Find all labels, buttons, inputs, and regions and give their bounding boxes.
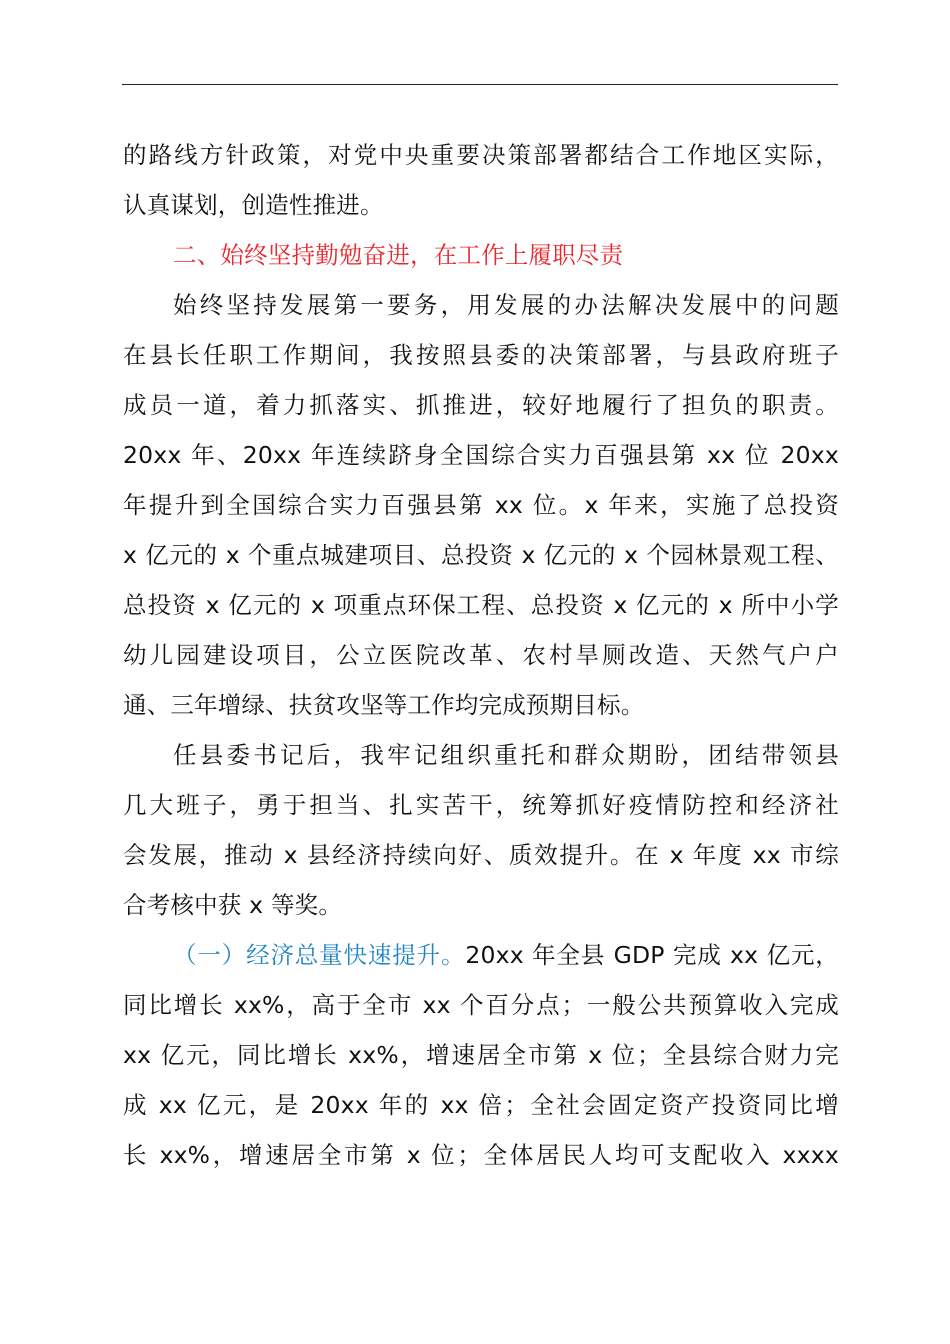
body-line: 成 xx 亿元，是 20xx 年的 xx 倍；全社会固定资产投资同比增 xyxy=(123,1091,839,1119)
section-heading: 二、始终坚持勤勉奋进，在工作上履职尽责 xyxy=(173,241,624,269)
header-rule xyxy=(122,84,838,85)
subsection-heading: （一）经济总量快速提升。 xyxy=(173,941,466,969)
body-line: xx 亿元，同比增长 xx%，增速居全市第 x 位；全县综合财力完 xyxy=(123,1041,839,1069)
body-line: 同比增长 xx%，高于全市 xx 个百分点；一般公共预算收入完成 xyxy=(123,991,839,1019)
body-line: 20xx 年、20xx 年连续跻身全国综合实力百强县第 xx 位 20xx xyxy=(123,441,839,469)
body-line: 幼儿园建设项目，公立医院改革、农村旱厕改造、天然气户户 xyxy=(123,641,839,669)
body-line: 认真谋划，创造性推进。 xyxy=(123,191,384,219)
body-line: 年提升到全国综合实力百强县第 xx 位。x 年来，实施了总投资 xyxy=(123,491,839,519)
body-line: 的路线方针政策，对党中央重要决策部署都结合工作地区实际， xyxy=(123,141,839,169)
body-line: x 亿元的 x 个重点城建项目、总投资 x 亿元的 x 个园林景观工程、 xyxy=(123,541,839,569)
body-line: 长 xx%，增速居全市第 x 位；全体居民人均可支配收入 xxxx xyxy=(123,1141,839,1169)
paragraph-first-line: 始终坚持发展第一要务，用发展的办法解决发展中的问题 xyxy=(173,291,839,319)
subsection-first-line xyxy=(123,930,839,980)
body-line: 几大班子，勇于担当、扎实苦干，统筹抓好疫情防控和经济社 xyxy=(123,791,839,819)
body-line: 合考核中获 x 等奖。 xyxy=(123,891,343,919)
body-line: 会发展，推动 x 县经济持续向好、质效提升。在 x 年度 xx 市综 xyxy=(123,841,839,869)
body-line: 通、三年增绿、扶贫攻坚等工作均完成预期目标。 xyxy=(123,691,645,719)
body-line: 成员一道，着力抓落实、抓推进，较好地履行了担负的职责。 xyxy=(123,391,839,419)
body-line: 总投资 x 亿元的 x 项重点环保工程、总投资 x 亿元的 x 所中小学 xyxy=(123,591,839,619)
subsection-lead-text: 20xx 年全县 GDP 完成 xx 亿元， xyxy=(465,941,839,969)
paragraph-first-line: 任县委书记后，我牢记组织重托和群众期盼，团结带领县 xyxy=(173,741,839,769)
body-line: 在县长任职工作期间，我按照县委的决策部署，与县政府班子 xyxy=(123,341,839,369)
document-body xyxy=(123,130,839,1180)
